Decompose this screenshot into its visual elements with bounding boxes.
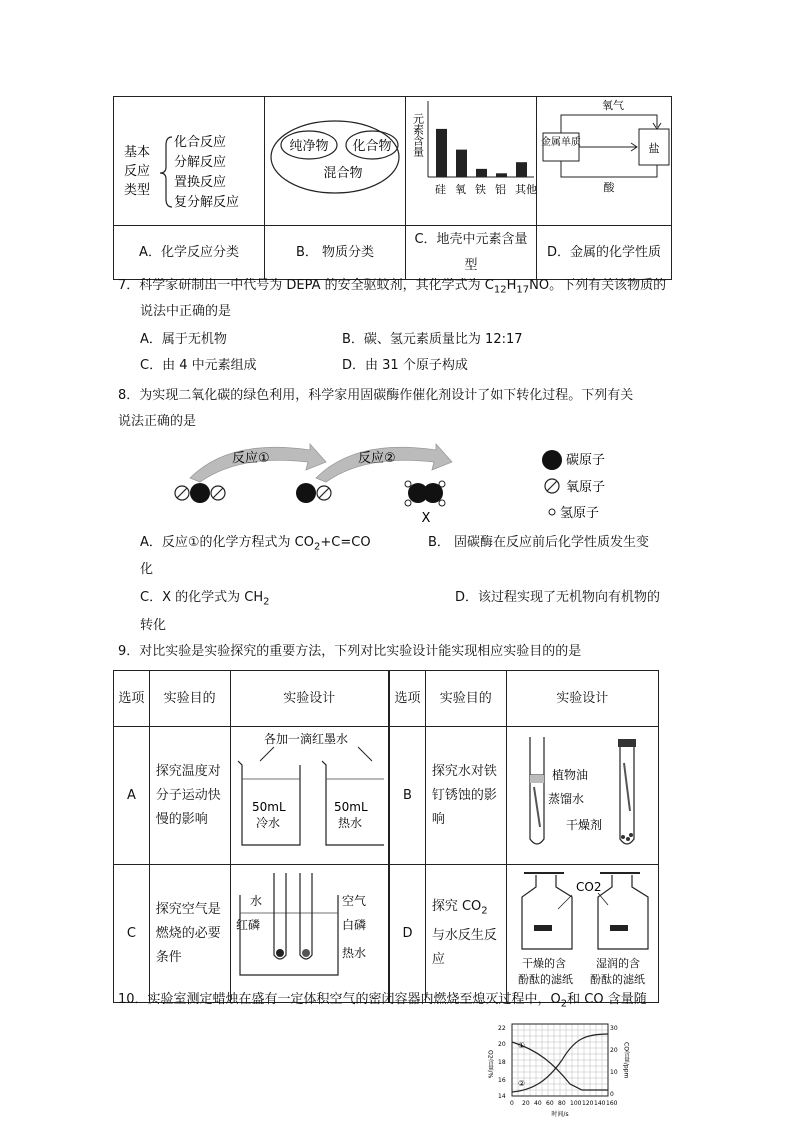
drier-dot	[626, 837, 630, 841]
header-goal: 实验目的	[425, 671, 506, 727]
red-p-dot	[276, 949, 284, 957]
fig-a-left-vol: 50mL	[252, 800, 286, 814]
bar-tick-label: 铝	[495, 183, 506, 196]
nail-icon	[534, 787, 540, 827]
y-left-label: O2含量/%	[486, 1050, 494, 1079]
q8-c-part1: C．X 的化学式为 CH	[140, 590, 264, 605]
carbon-atom-icon	[296, 483, 316, 503]
co-molecule	[296, 483, 331, 503]
option-b-diagram	[265, 97, 406, 226]
fig-b-oil: 植物油	[552, 768, 589, 782]
carbon-atom-icon	[423, 483, 443, 503]
fig-a-left-water: 冷水	[256, 816, 281, 830]
test-tube-icon	[530, 737, 544, 844]
mark-2: ②	[518, 1079, 526, 1088]
o2-co-graph	[488, 1020, 632, 1120]
q10-sub: 2	[560, 998, 568, 1010]
row-c-option: C	[114, 865, 150, 1003]
y2-tick: 10	[610, 1069, 618, 1076]
pure-label: 纯净物	[289, 139, 329, 154]
fig-b-water: 蒸馏水	[548, 792, 585, 806]
salt-label: 盐	[648, 142, 660, 155]
x-tick: 0	[510, 1100, 514, 1107]
fig-a-right-water: 热水	[338, 816, 363, 830]
q6-options-table	[113, 96, 672, 280]
fig-c-air: 空气	[342, 894, 367, 908]
y2-tick: 20	[610, 1047, 618, 1054]
x-label: X	[421, 511, 431, 526]
substance-class-diagram	[265, 97, 405, 221]
legend-oxygen: 氧原子	[566, 480, 606, 495]
nail-icon	[624, 763, 630, 811]
header-design: 实验设计	[506, 671, 658, 727]
row-d-goal-part1: 探究 CO	[431, 899, 482, 915]
q7-sub-c: 12	[493, 284, 507, 296]
row-d-option: D	[389, 865, 425, 1003]
x-tick: 20	[522, 1100, 530, 1107]
reaction2-label: 反应②	[358, 451, 396, 466]
fig-c-red-p: 红磷	[236, 918, 261, 932]
combustion-diagram	[234, 865, 384, 993]
x-tick: 140	[594, 1100, 606, 1107]
stopper-icon	[618, 739, 636, 747]
x-tick: 80	[558, 1100, 566, 1107]
y-tick: 18	[498, 1059, 506, 1066]
bottle-dry-icon	[522, 875, 572, 949]
mark-1: ①	[518, 1041, 526, 1050]
oxygen-arrow	[561, 115, 657, 133]
bar-tick-label: 铁	[475, 183, 486, 196]
y-tick: 22	[498, 1025, 506, 1032]
q8-option-d-cont: 转化	[140, 618, 167, 633]
q8-c-sub: 2	[263, 596, 270, 608]
q7-h: H	[506, 278, 517, 293]
x-axis-label: 时间/s	[551, 1111, 569, 1118]
q8-option-b: B． 固碳酶在反应前后化学性质发生变	[428, 535, 650, 550]
bar-4	[516, 162, 527, 177]
brace-icon	[160, 137, 172, 207]
reaction-item: 复分解反应	[174, 195, 240, 210]
q7-option-c: C．由 4 中元素组成	[140, 358, 257, 373]
reaction-item: 置换反应	[174, 175, 227, 190]
fig-c-hot-water: 热水	[342, 946, 367, 960]
mixture-label: 混合物	[323, 166, 363, 181]
y-right-label: CO含量/ppm	[622, 1042, 630, 1079]
fig-a-top-label: 各加一滴红墨水	[264, 732, 349, 746]
fig-d-wet2: 酚酞的滤纸	[590, 973, 646, 986]
q7-option-b: B．碳、氢元素质量比为 12:17	[342, 332, 523, 347]
oil-layer	[530, 775, 544, 783]
q8-a-part2: +C=CO	[320, 535, 371, 550]
x-tick: 60	[546, 1100, 554, 1107]
fig-d-dry2: 酚酞的滤纸	[518, 973, 574, 986]
header-goal: 实验目的	[149, 671, 230, 727]
row-b-design	[506, 727, 658, 865]
basic-label-2: 反应	[124, 164, 151, 179]
row-a-goal: 探究温度对分子运动快慢的影响	[149, 727, 230, 865]
q7-option-a: A．属于无机物	[140, 332, 227, 347]
pointer-line	[358, 747, 372, 761]
caption-b: B． 物质分类	[265, 226, 406, 280]
q8-a-sub: 2	[314, 541, 321, 553]
q7-stem	[118, 276, 666, 301]
basic-label-3: 类型	[124, 183, 151, 198]
fig-c-white-p: 白磷	[342, 918, 367, 932]
legend-hydrogen: 氢原子	[560, 506, 600, 521]
y2-tick: 0	[610, 1091, 614, 1098]
q7-sub-h: 17	[516, 284, 530, 296]
q7-stem-part2: NO。下列有关该物质的	[529, 278, 667, 293]
x-tick: 40	[534, 1100, 542, 1107]
caption-d: D．金属的化学性质	[537, 226, 672, 280]
q7-stem-part1: 7．科学家研制出一中代号为 DEPA 的安全驱蚊剂，其化学式为 C	[118, 278, 494, 293]
co2-molecule	[175, 483, 225, 503]
q10-stem-part2: 和 CO 含量随	[567, 992, 647, 1007]
q7-option-d: D．由 31 个原子构成	[342, 358, 468, 373]
row-d-design	[506, 865, 658, 1003]
fig-d-co2: CO2	[576, 880, 602, 894]
reaction-item: 分解反应	[174, 155, 227, 170]
bar-0	[436, 129, 447, 177]
co2-bottles-diagram	[510, 865, 654, 993]
reaction-type-diagram	[114, 97, 264, 221]
white-p-dot	[302, 949, 310, 957]
y-axis-label: 元素含量	[411, 113, 425, 157]
q10-stem	[118, 990, 647, 1015]
row-b-goal: 探究水对铁钉锈蚀的影响	[425, 727, 506, 865]
pointer-line	[558, 895, 572, 909]
dry-paper	[534, 925, 552, 931]
header-option: 选项	[114, 671, 150, 727]
bar-2	[476, 169, 487, 177]
metal-properties-diagram	[537, 97, 671, 221]
fig-a-right-vol: 50mL	[334, 800, 368, 814]
bottle-wet-icon	[598, 875, 648, 949]
row-d-goal-sub: 2	[481, 905, 488, 917]
reaction1-label: 反应①	[232, 451, 270, 466]
row-b-option: B	[389, 727, 425, 865]
bar-3	[496, 173, 507, 177]
tube-white-p-icon	[300, 873, 312, 959]
row-c-goal: 探究空气是燃烧的必要条件	[149, 865, 230, 1003]
drier-dot	[629, 833, 633, 837]
x-tick: 100	[570, 1100, 582, 1107]
x-tick: 120	[582, 1100, 594, 1107]
row-d-goal	[425, 865, 506, 1003]
bar-tick-label: 氧	[455, 183, 466, 196]
acid-label: 酸	[603, 181, 615, 194]
fig-d-dry: 干燥的含	[522, 957, 567, 970]
q7-stem-line2: 说法中正确的是	[140, 304, 232, 319]
caption-a: A．化学反应分类	[114, 226, 265, 280]
row-a-option: A	[114, 727, 150, 865]
legend-carbon: 碳原子	[566, 453, 606, 468]
reaction-item: 化合反应	[174, 135, 227, 150]
metal-label: 金属单质	[541, 137, 581, 148]
q8-stem: 8．为实现二氧化碳的绿色利用，科学家用固碳酶作催化剂设计了如下转化过程。下列有关	[118, 388, 634, 403]
carbon-atom-icon	[190, 483, 210, 503]
option-c-diagram	[406, 97, 537, 226]
q8-option-d: D．该过程实现了无机物向有机物的	[455, 590, 661, 605]
pointer-line	[260, 747, 274, 761]
q8-option-b-cont: 化	[140, 562, 154, 577]
y-tick: 14	[498, 1093, 506, 1100]
legend-carbon-icon	[542, 450, 562, 470]
test-tubes-diagram	[510, 727, 654, 855]
bar-tick-label: 其他	[515, 183, 537, 196]
hydrogen-atom-icon	[405, 481, 411, 487]
hydrogen-atom-icon	[405, 500, 411, 506]
q10-stem-part1: 10．实验室测定蜡烛在盛有一定体积空气的密闭容器内燃烧至熄灭过程中，O	[118, 992, 561, 1007]
conversion-process-diagram	[160, 436, 660, 528]
q8-option-a	[140, 533, 371, 558]
y-tick: 16	[498, 1077, 506, 1084]
fig-c-water: 水	[250, 894, 263, 908]
row-a-design	[230, 727, 389, 865]
basic-label-1: 基本	[124, 145, 151, 160]
row-c-design	[230, 865, 389, 1003]
hydrogen-atom-icon	[439, 500, 445, 506]
bar-1	[456, 150, 467, 177]
drier-dot	[621, 835, 625, 839]
beakers-diagram	[234, 727, 384, 855]
caption-c: C．地壳中元素含量型	[406, 226, 537, 280]
q8-stem-line2: 说法正确的是	[118, 414, 197, 429]
legend-hydrogen-icon	[549, 509, 555, 515]
oxygen-label: 氧气	[602, 99, 624, 112]
x-tick: 160	[606, 1100, 618, 1107]
q9-experiment-table	[113, 670, 659, 1003]
y2-tick: 30	[610, 1025, 618, 1032]
row-d-goal-part2: 与水反生反应	[431, 927, 497, 967]
q9-stem: 9．对比实验是实验探究的重要方法，下列对比实验设计能实现相应实验目的的是	[118, 644, 582, 659]
x-molecule	[405, 481, 445, 506]
compound-label: 化合物	[352, 139, 392, 154]
pointer-line	[598, 893, 608, 905]
header-option: 选项	[389, 671, 425, 727]
option-d-diagram	[537, 97, 672, 226]
header-design: 实验设计	[230, 671, 389, 727]
element-content-chart	[406, 97, 536, 221]
bar-tick-label: 硅	[435, 183, 446, 196]
fig-d-wet: 湿润的含	[596, 957, 641, 970]
y-tick: 20	[498, 1041, 506, 1048]
acid-arrow	[561, 161, 657, 177]
fig-b-drier: 干燥剂	[566, 818, 603, 832]
wet-paper	[610, 925, 628, 931]
q8-option-c	[140, 588, 269, 613]
option-a-diagram	[114, 97, 265, 226]
tube-red-p-icon	[274, 873, 286, 959]
q8-a-part1: A．反应①的化学方程式为 CO	[140, 535, 314, 550]
